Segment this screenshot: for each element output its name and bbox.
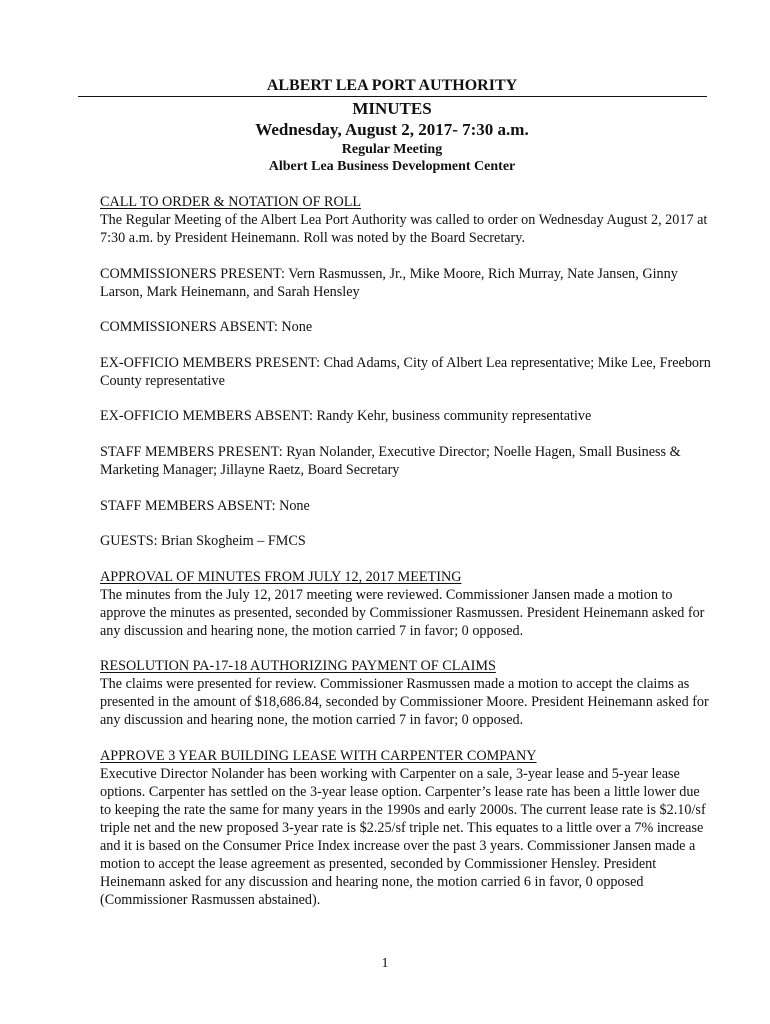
section-staff-absent xyxy=(100,497,712,515)
header-rule xyxy=(78,96,707,97)
section-payment-of-claims xyxy=(100,657,712,729)
section-text: EX-OFFICIO MEMBERS ABSENT: Randy Kehr, business community representative xyxy=(100,408,592,425)
section-ex-officio-absent xyxy=(100,407,712,425)
organization-title: ALBERT LEA PORT AUTHORITY xyxy=(266,77,518,94)
section-staff-present xyxy=(100,443,712,479)
section-text: STAFF MEMBERS PRESENT: Ryan Nolander, Executive Director; Noelle Hagen, Small Business & Marketing Manager; Jillayne Raetz, Board Secretary xyxy=(100,443,681,478)
page-number: 1 xyxy=(381,956,389,971)
section-commissioners-absent xyxy=(100,318,712,336)
document-type-heading: MINUTES xyxy=(352,99,432,118)
section-text: COMMISSIONERS PRESENT: Vern Rasmussen, Jr., Mike Moore, Rich Murray, Nate Jansen, Ginny Larson, Mark Heinemann, and Sarah Hensley xyxy=(100,265,678,300)
section-text: The Regular Meeting of the Albert Lea Port Authority was called to order on Wednesday August 2, 2017 at 7:30 a.m. by President Heinemann. Roll was noted by the Board Secretary. xyxy=(100,212,708,246)
section-title: APPROVAL OF MINUTES FROM JULY 12, 2017 MEETING xyxy=(100,568,462,585)
meeting-location-heading: Albert Lea Business Development Center xyxy=(268,159,516,174)
section-text: COMMISSIONERS ABSENT: None xyxy=(100,319,313,336)
section-title: APPROVE 3 YEAR BUILDING LEASE WITH CARPENTER COMPANY xyxy=(100,747,537,764)
section-title: CALL TO ORDER & NOTATION OF ROLL xyxy=(100,194,362,210)
section-text: EX-OFFICIO MEMBERS PRESENT: Chad Adams, City of Albert Lea representative; Mike Lee, Freeborn County representative xyxy=(100,354,711,389)
section-text: STAFF MEMBERS ABSENT: None xyxy=(100,497,310,514)
section-text: The minutes from the July 12, 2017 meeting were reviewed. Commissioner Jansen made a motion to approve the minutes as presented, seconded by Commissioner Rasmussen. President Heinemann asked for any discussion and hearing none, the motion carried 7 in favor; 0 opposed. xyxy=(100,586,705,639)
section-text: Executive Director Nolander has been working with Carpenter on a sale, 3-year lease and 5-year lease options. Carpenter has settled on the 3-year lease option. Carpenter’s lease rate has been a little lower due to keeping the rate the same for many years in the 1990s and early 2000s. The current lease rate is $2.10/sf triple net and the new proposed 3-year rate is $2.25/sf triple net. This equates to a little over a 7% increase and it is based on the Consumer Price Index increase over the past 3 years. Commissioner Jansen made a motion to accept the lease agreement as presented, seconded by Commissioner Hensley. President Heinemann asked for any discussion and hearing none, the motion carried 6 in favor, 0 opposed (Commissioner Rasmussen abstained). xyxy=(100,765,706,908)
section-call-to-order xyxy=(100,193,712,247)
section-commissioners-present xyxy=(100,265,712,301)
section-guests xyxy=(100,532,712,550)
meeting-date-heading: Wednesday, August 2, 2017- 7:30 a.m. xyxy=(255,120,529,139)
minutes-body xyxy=(100,193,712,927)
meeting-type-heading: Regular Meeting xyxy=(341,142,443,157)
section-text: The claims were presented for review. Commissioner Rasmussen made a motion to accept the claims as presented in the amount of $18,686.84, seconded by Commissioner Moore. President Heinemann asked for any discussion and hearing none, the motion carried 7 in favor; 0 opposed. xyxy=(100,676,709,729)
section-ex-officio-present xyxy=(100,354,712,390)
section-title: RESOLUTION PA-17-18 AUTHORIZING PAYMENT OF CLAIMS xyxy=(100,658,496,675)
section-building-lease xyxy=(100,747,712,909)
section-text: GUESTS: Brian Skogheim – FMCS xyxy=(100,533,306,550)
section-approval-of-minutes xyxy=(100,568,712,640)
